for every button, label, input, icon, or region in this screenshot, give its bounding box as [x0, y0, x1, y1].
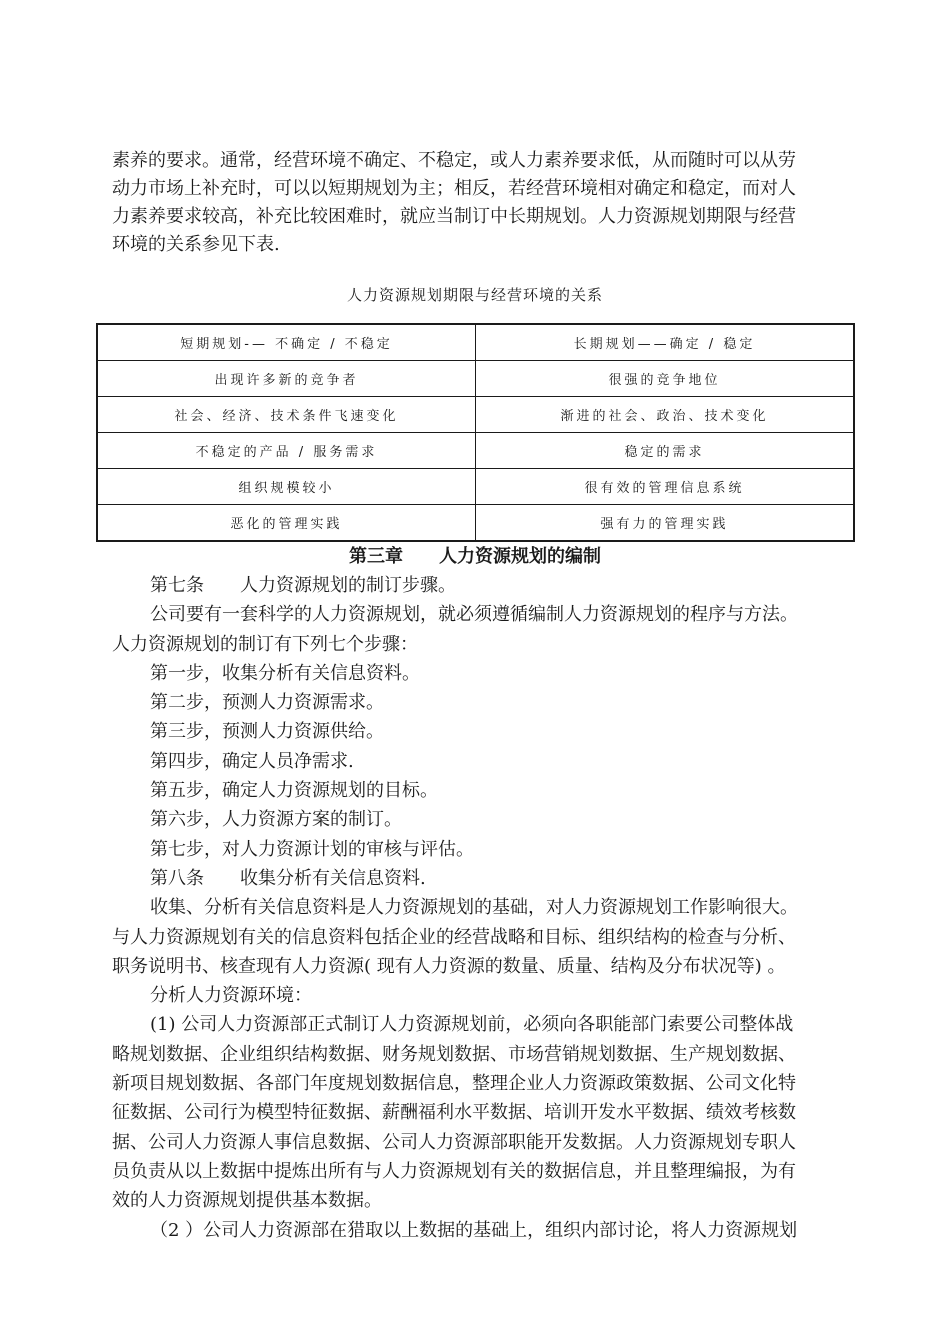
body-line: 人力资源规划的制订有下列七个步骤：	[112, 633, 418, 655]
table-cell-long-term: 很有效的管理信息系统	[476, 469, 855, 505]
body-line: 第三步，预测人力资源供给。	[150, 721, 384, 743]
table-cell-short-term: 恶化的管理实践	[97, 505, 476, 542]
table-cell-long-term: 强有力的管理实践	[476, 505, 855, 542]
body-line: （2 ）公司人力资源部在猎取以上数据的基础上，组织内部讨论，将人力资源规划	[150, 1219, 798, 1241]
table-cell-long-term: 长期规划——确定 / 稳定	[476, 324, 855, 361]
body-line: 职务说明书、核查现有人力资源( 现有人力资源的数量、质量、结构及分布状况等) 。	[112, 955, 786, 977]
intro-line: 力素养要求较高，补充比较困难时，就应当制订中长期规划。人力资源规划期限与经营	[112, 206, 796, 227]
body-line: 第八条 收集分析有关信息资料.	[150, 867, 426, 889]
body-line: 效的人力资源规划提供基本数据。	[112, 1190, 382, 1212]
table-row	[97, 469, 854, 505]
body-line: 第七条 人力资源规划的制订步骤。	[150, 575, 456, 596]
body-line: 第二步，预测人力资源需求。	[150, 692, 384, 714]
table-cell-short-term: 出现许多新的竞争者	[97, 361, 476, 397]
intro-paragraph	[112, 147, 840, 259]
body-line: 征数据、公司行为模型特征数据、薪酬福利水平数据、培训开发水平数据、绩效考核数	[112, 1102, 796, 1124]
table-cell-short-term: 不稳定的产品 / 服务需求	[97, 433, 476, 469]
table-cell-short-term: 社会、经济、技术条件飞速变化	[97, 397, 476, 433]
body-line: 第四步，确定人员净需求.	[150, 750, 354, 772]
body-line: 第五步，确定人力资源规划的目标。	[150, 780, 438, 802]
intro-line: 素养的要求。通常，经营环境不确定、不稳定，或人力素养要求低，从而随时可以从劳	[112, 150, 796, 171]
body-line: 与人力资源规划有关的信息资料包括企业的经营战略和目标、组织结构的检查与分析、	[112, 926, 796, 948]
body-line: 据、公司人力资源人事信息数据、公司人力资源部职能开发数据。人力资源规划专职人	[112, 1131, 796, 1153]
body-line: (1) 公司人力资源部正式制订人力资源规划前，必须向各职能部门索要公司整体战	[150, 1014, 794, 1036]
body-line: 第七步，对人力资源计划的审核与评估。	[150, 838, 474, 860]
body-line: 分析人力资源环境：	[150, 985, 312, 1007]
table-cell-short-term: 组织规模较小	[97, 469, 476, 505]
table-cell-short-term: 短期规划-— 不确定 / 不稳定	[97, 324, 476, 361]
chapter-title: 第三章 人力资源规划的编制	[349, 546, 601, 567]
body-line: 第一步，收集分析有关信息资料。	[150, 662, 420, 684]
table-row	[97, 433, 854, 469]
table-cell-long-term: 渐进的社会、政治、技术变化	[476, 397, 855, 433]
body-text	[112, 571, 842, 1245]
body-line: 收集、分析有关信息资料是人力资源规划的基础，对人力资源规划工作影响很大。	[150, 897, 798, 919]
intro-line: 动力市场上补充时，可以以短期规划为主；相反，若经营环境相对确定和稳定，而对人	[112, 178, 796, 199]
table-row	[97, 361, 854, 397]
table-cell-long-term: 很强的竞争地位	[476, 361, 855, 397]
table-caption: 人力资源规划期限与经营环境的关系	[346, 286, 603, 304]
table-row	[97, 397, 854, 433]
planning-environment-table	[96, 323, 855, 542]
body-line: 公司要有一套科学的人力资源规划，就必须遵循编制人力资源规划的程序与方法。	[150, 604, 798, 626]
intro-line: 环境的关系参见下表.	[112, 234, 280, 255]
table-row	[97, 505, 854, 542]
body-line: 略规划数据、企业组织结构数据、财务规划数据、市场营销规划数据、生产规划数据、	[112, 1043, 796, 1065]
body-line: 新项目规划数据、各部门年度规划数据信息，整理企业人力资源政策数据、公司文化特	[112, 1073, 796, 1095]
table-cell-long-term: 稳定的需求	[476, 433, 855, 469]
table-row	[97, 324, 854, 361]
body-line: 员负责从以上数据中提炼出所有与人力资源规划有关的数据信息，并且整理编报，为有	[112, 1160, 796, 1182]
body-line: 第六步，人力资源方案的制订。	[150, 809, 402, 831]
